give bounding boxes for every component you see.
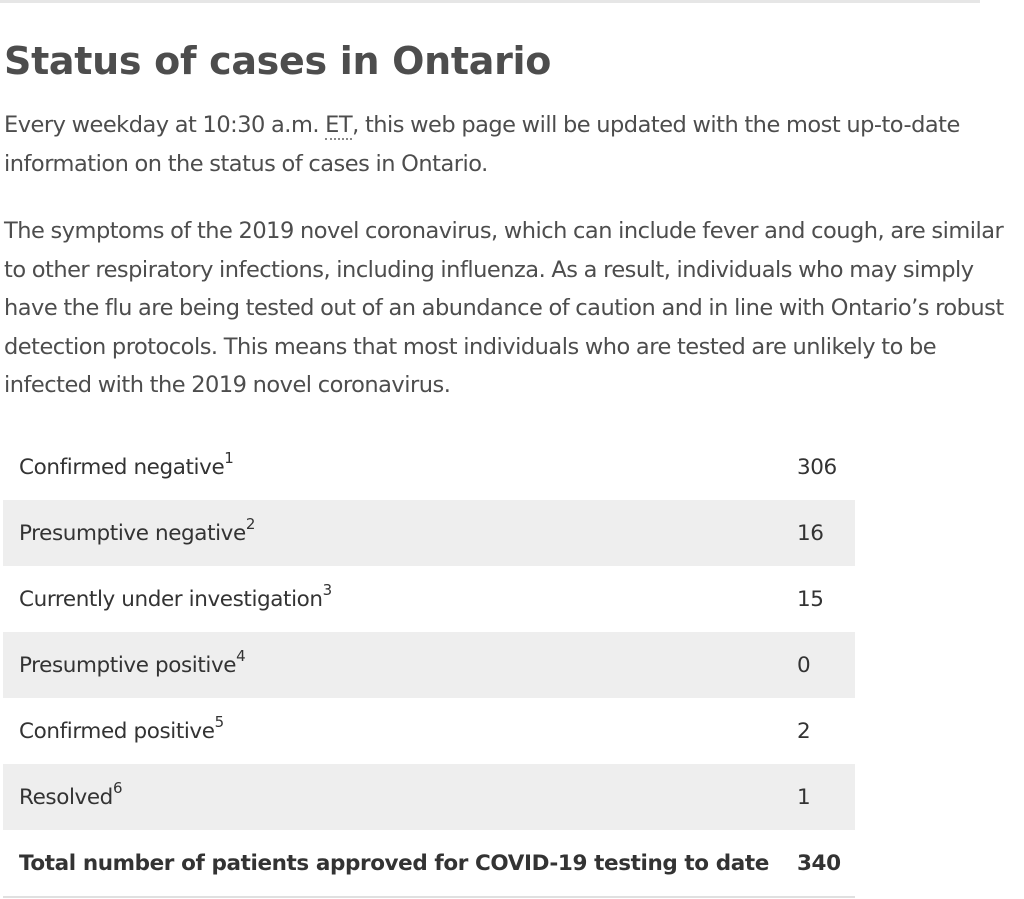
table-row bbox=[3, 500, 855, 566]
table-row bbox=[3, 632, 855, 698]
table-row bbox=[3, 698, 855, 764]
case-status-table bbox=[3, 434, 855, 898]
footnote-marker[interactable]: 5 bbox=[214, 713, 224, 732]
total-value: 340 bbox=[797, 830, 855, 897]
row-value: 15 bbox=[797, 586, 824, 612]
footnote-marker[interactable]: 4 bbox=[236, 647, 246, 666]
row-label: Presumptive positive$^4$ bbox=[3, 632, 797, 698]
footnote-marker[interactable]: 3 bbox=[322, 581, 332, 600]
intro-text-start: Every weekday at 10:30 a.m. bbox=[4, 112, 326, 138]
footnote-marker[interactable]: 2 bbox=[245, 515, 255, 534]
row-label: Resolved$^6$ bbox=[3, 764, 797, 830]
row-value: 16 bbox=[797, 500, 855, 566]
row-label: Presumptive negative$^2$ bbox=[3, 500, 797, 566]
total-label: Total number of patients approved for COVID-19 testing to date bbox=[3, 830, 797, 897]
top-divider bbox=[0, 0, 980, 3]
row-value: 306 bbox=[797, 454, 837, 480]
row-value: 1 bbox=[797, 764, 855, 830]
total-row bbox=[3, 830, 855, 897]
row-label: Confirmed positive$^5$ bbox=[19, 713, 224, 744]
table-row bbox=[3, 764, 855, 830]
symptoms-paragraph: The symptoms of the 2019 novel coronavirus, which can include fever and cough, are similar to other respiratory infections, including influenza. As a result, individuals who may simply have the flu are being tested out of an abundance of caution and in line with Ontario’s robust detection protocols. This means that most individuals who are tested are unlikely to be infected with the 2019 novel coronavirus. bbox=[4, 218, 1004, 398]
et-abbreviation[interactable]: ET bbox=[325, 112, 353, 138]
footnote-marker[interactable]: 6 bbox=[112, 779, 123, 798]
footnote-marker[interactable]: 1 bbox=[224, 449, 234, 468]
page-title: Status of cases in Ontario bbox=[4, 39, 552, 83]
row-value: 2 bbox=[797, 718, 811, 744]
row-label: Confirmed negative$^1$ bbox=[19, 449, 234, 480]
table-row bbox=[3, 566, 855, 632]
intro-text-end: , this web page will be updated with the most up-to-date information on the status of cases in Ontario. bbox=[4, 112, 960, 177]
row-value: 0 bbox=[797, 632, 855, 698]
intro-paragraph bbox=[4, 106, 994, 183]
table-row bbox=[3, 434, 855, 500]
row-label: Currently under investigation$^3$ bbox=[19, 581, 332, 612]
